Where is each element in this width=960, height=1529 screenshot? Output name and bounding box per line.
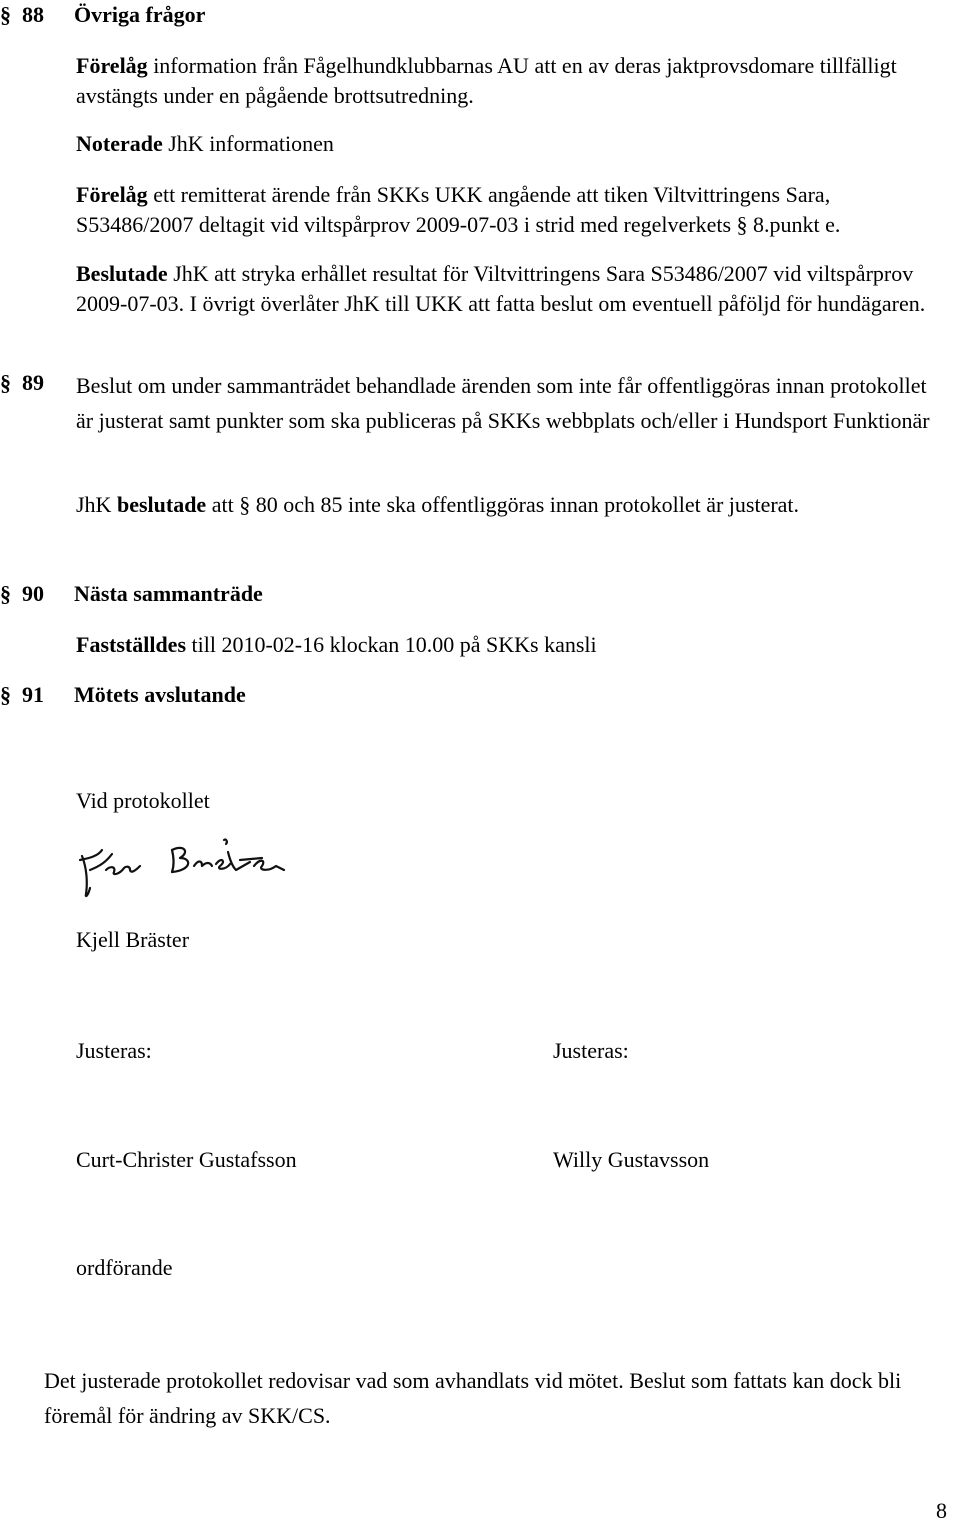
section-number: 91 xyxy=(22,682,44,707)
signer-name: Kjell Bräster xyxy=(76,927,190,952)
justeras-right-name: Willy Gustavsson xyxy=(553,1147,710,1172)
paragraph-text: JhK informationen xyxy=(162,131,334,156)
justeras-role: ordförande xyxy=(76,1255,173,1280)
paragraph-text: JhK xyxy=(76,492,117,517)
section-sign: § xyxy=(0,2,11,27)
keyword: Noterade xyxy=(76,131,163,156)
section-title: Nästa sammanträde xyxy=(74,581,263,606)
keyword: Förelåg xyxy=(76,53,148,78)
signature-heading: Vid protokollet xyxy=(76,788,210,813)
paragraph-text: information från Fågelhundklubbarnas AU att en av deras jaktprovsdomare tillfälligt avstängts under en pågående brottsutredning. xyxy=(76,53,897,108)
s88-paragraph-3 xyxy=(76,180,946,240)
paragraph-text: ett remitterat ärende från SKKs UKK angående att tiken Viltvittringens Sara, S53486/2007 deltagit vid viltspårprov 2009-07-03 i strid med regelverkets § 8.punkt e. xyxy=(76,182,841,237)
page-number: 8 xyxy=(936,1498,947,1523)
s88-paragraph-2 xyxy=(76,129,946,159)
paragraph-text: att § 80 och 85 inte ska offentliggöras innan protokollet är justerat. xyxy=(206,492,800,517)
section-number: 90 xyxy=(22,581,44,606)
s90-paragraph xyxy=(76,630,946,660)
keyword: Fastställdes xyxy=(76,632,186,657)
section-91-heading xyxy=(0,680,246,710)
s89-text: Beslut om under sammanträdet behandlade ärenden som inte får offentliggöras innan protokollet är justerat samt punkter som ska publiceras på SKKs webbplats och/eller i Hundsport Funktionär xyxy=(76,373,930,433)
justeras-left-label: Justeras: xyxy=(76,1038,152,1063)
keyword: Förelåg xyxy=(76,182,148,207)
justeras-left-name: Curt-Christer Gustafsson xyxy=(76,1147,297,1172)
paragraph-text: till 2010-02-16 klockan 10.00 på SKKs kansli xyxy=(186,632,597,657)
section-sign: § xyxy=(0,581,11,606)
section-90-heading xyxy=(0,579,263,609)
s89-decision xyxy=(76,490,946,520)
section-title: Övriga frågor xyxy=(74,2,206,27)
section-sign: § xyxy=(0,682,11,707)
section-89-heading xyxy=(0,368,74,398)
s88-paragraph-4 xyxy=(76,259,946,319)
justeras-right-label: Justeras: xyxy=(553,1038,629,1063)
handwritten-signature xyxy=(76,836,296,900)
section-88-heading xyxy=(0,0,205,30)
section-number: 89 xyxy=(22,370,44,395)
section-sign: § xyxy=(0,370,11,395)
keyword: Beslutade xyxy=(76,261,168,286)
footer-note: Det justerade protokollet redovisar vad som avhandlats vid mötet. Beslut som fattats kan dock bli föremål för ändring av SKK/CS. xyxy=(44,1368,902,1428)
s88-paragraph-1 xyxy=(76,51,946,111)
keyword: beslutade xyxy=(116,492,207,517)
section-number: 88 xyxy=(22,2,44,27)
section-title: Mötets avslutande xyxy=(74,682,246,707)
paragraph-text: JhK att stryka erhållet resultat för Viltvittringens Sara S53486/2007 vid viltspårprov 2009-07-03. I övrigt överlåter JhK till UKK att fatta beslut om eventuell påföljd för hundägaren. xyxy=(76,261,926,316)
